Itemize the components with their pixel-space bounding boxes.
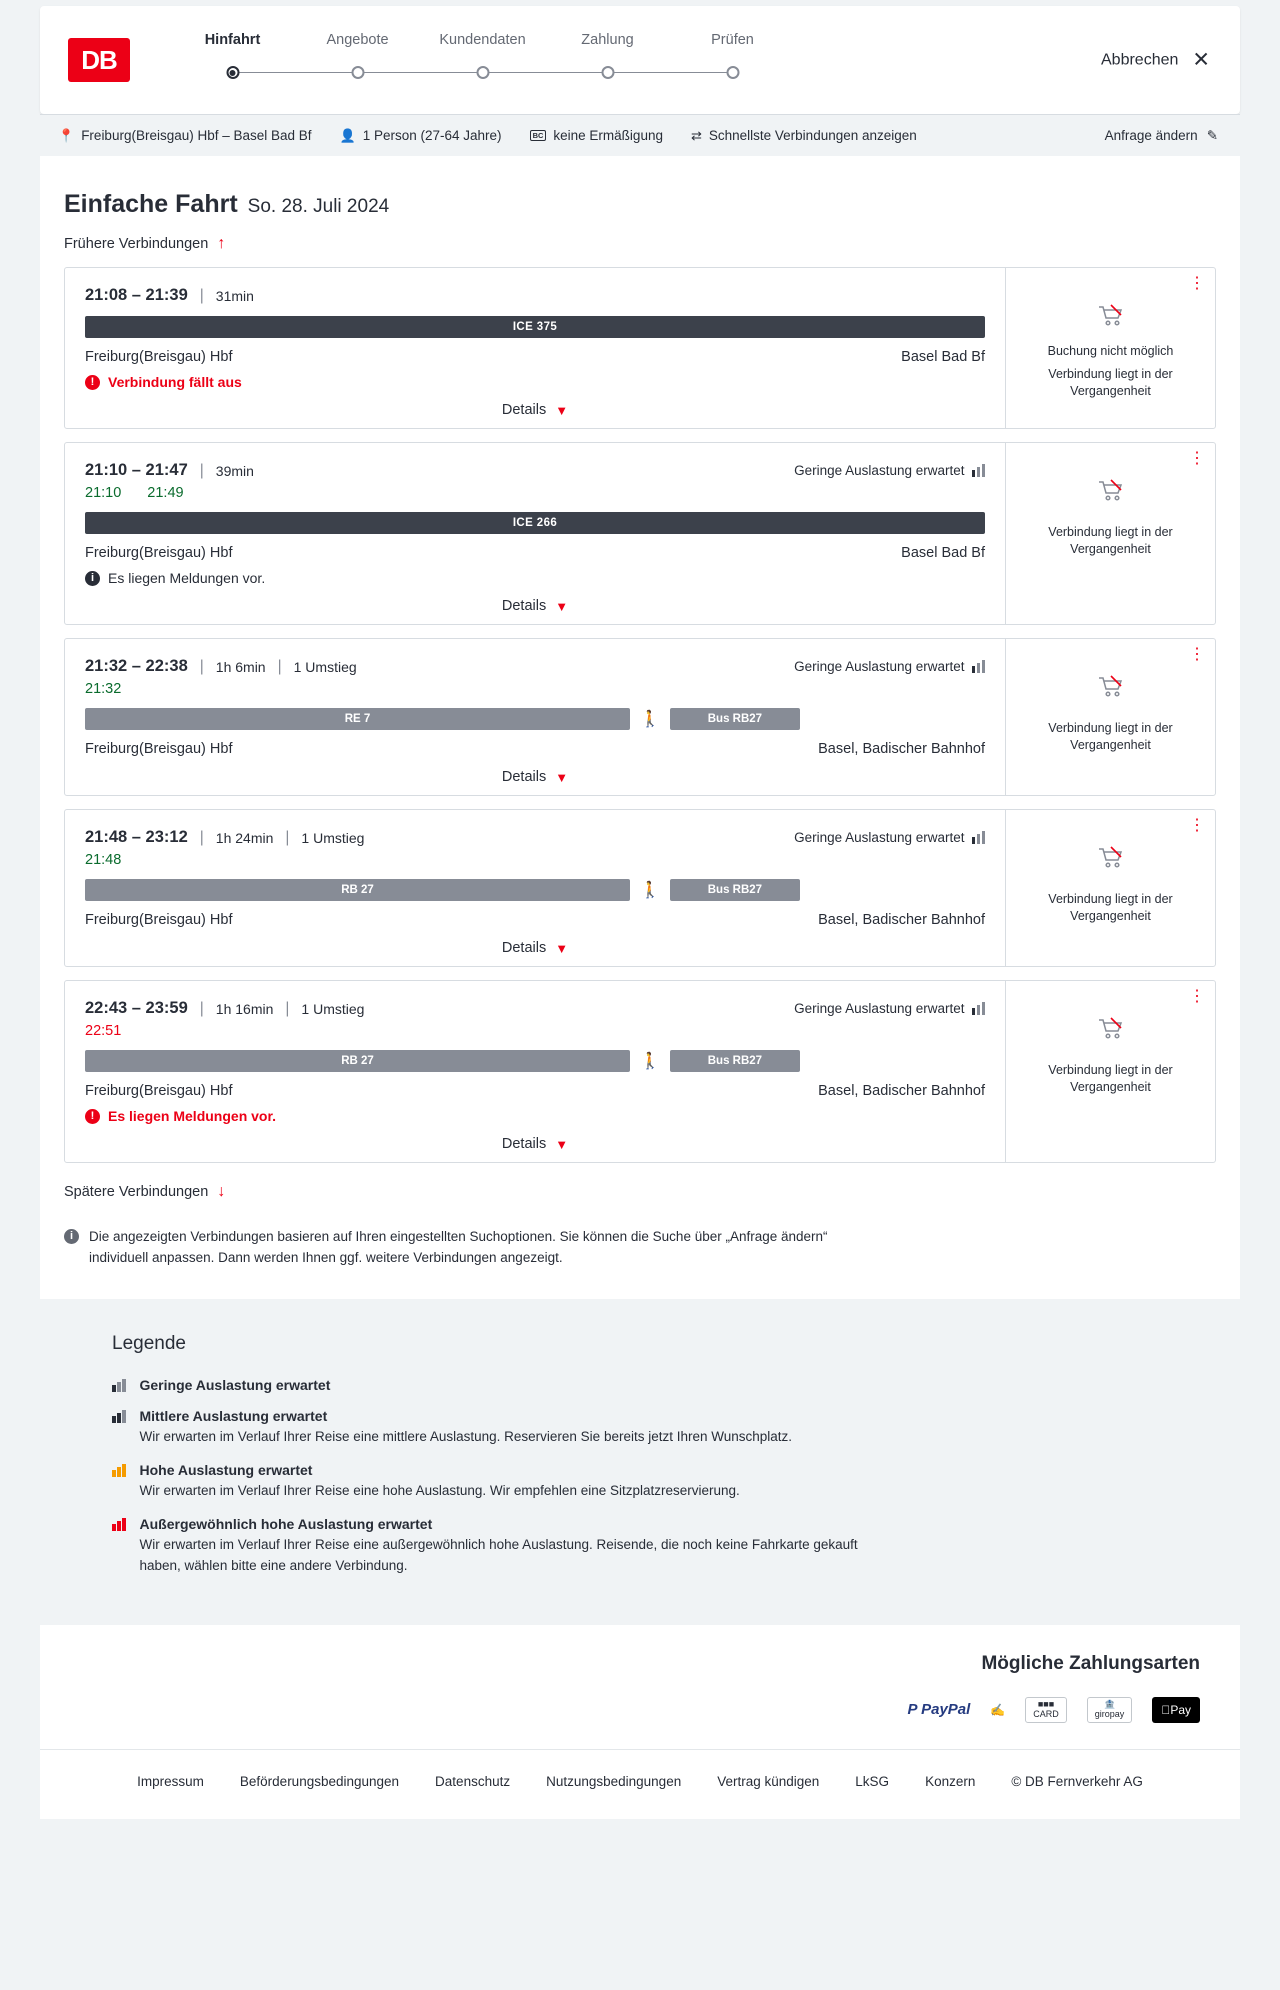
step-hinfahrt[interactable] — [170, 32, 295, 88]
departure-arrival-time: 21:10 – 21:47 — [85, 461, 188, 479]
occupancy-label: Geringe Auslastung erwartet — [794, 463, 965, 478]
past-connection-note: Verbindung liegt in der Vergangenheit — [1048, 892, 1173, 923]
details-label: Details — [501, 402, 547, 418]
destination-station: Basel, Badischer Bahnhof — [818, 741, 985, 757]
transfers-label: 1 Umstieg — [301, 829, 365, 846]
db-logo[interactable]: DB — [68, 38, 130, 82]
destination-station: Basel Bad Bf — [901, 349, 985, 365]
departure-arrival-time: 21:32 – 22:38 — [85, 657, 188, 675]
connection-header-row: 21:48 – 23:12 | 1h 24min | 1 Umstieg Geringe Auslastung erwartet — [85, 828, 985, 847]
legend-item-title: Außergewöhnlich hohe Auslastung erwartet — [139, 1516, 433, 1533]
credit-card-icon: ■■■ CARD — [1025, 1697, 1067, 1723]
realtime-times — [85, 1023, 985, 1039]
leg-row — [85, 879, 985, 901]
occupancy-info — [794, 1001, 985, 1016]
step-label: Zahlung — [581, 32, 634, 48]
connection-card[interactable] — [64, 980, 1216, 1163]
step-label: Kundendaten — [439, 32, 526, 48]
more-options-icon[interactable]: ⋮ — [1189, 275, 1205, 292]
cancel-label: Abbrechen — [1101, 51, 1179, 68]
query-passengers[interactable] — [340, 128, 502, 144]
page-title-text: Einfache Fahrt — [64, 190, 238, 218]
payment-methods-section — [40, 1625, 1240, 1749]
connection-main — [65, 443, 1005, 624]
legend-item-title: Mittlere Auslastung erwartet — [139, 1407, 328, 1424]
departure-arrival-time: 21:08 – 21:39 — [85, 286, 188, 304]
query-option[interactable] — [691, 128, 917, 144]
info-icon: i — [64, 1229, 79, 1244]
legend-list — [112, 1377, 1168, 1576]
info-icon: i — [85, 571, 100, 586]
later-connections-label: Spätere Verbindungen — [64, 1184, 209, 1200]
destination-station: Basel, Badischer Bahnhof — [818, 1083, 985, 1099]
connection-header-row: 22:43 – 23:59 | 1h 16min | 1 Umstieg Geringe Auslastung erwartet — [85, 999, 985, 1018]
occupancy-info — [794, 659, 985, 674]
chevron-down-icon: ▼ — [555, 402, 569, 418]
earlier-connections-label: Frühere Verbindungen — [64, 236, 209, 252]
legend-title: Legende — [112, 1332, 186, 1354]
app-header — [40, 6, 1240, 114]
cart-disabled-icon — [1098, 479, 1124, 508]
connection-alert-text: Es liegen Meldungen vor. — [108, 570, 266, 586]
occupancy-icon — [972, 660, 986, 673]
direct-debit-icon: ✍ — [990, 1702, 1006, 1717]
more-options-icon[interactable]: ⋮ — [1189, 450, 1205, 467]
realtime-time: 21:48 — [85, 852, 122, 868]
footer-link-vertrag-kuendigen[interactable]: Vertrag kündigen — [717, 1773, 820, 1789]
page-footer — [40, 1749, 1240, 1819]
more-options-icon[interactable]: ⋮ — [1189, 817, 1205, 834]
details-toggle[interactable] — [85, 1136, 985, 1152]
past-connection-note: Verbindung liegt in der Vergangenheit — [1048, 366, 1173, 398]
legend-item-title: Geringe Auslastung erwartet — [139, 1376, 331, 1393]
pencil-icon[interactable]: ✎ — [1206, 127, 1218, 143]
location-pin-icon: 📍 — [58, 127, 75, 143]
duration-label: 31min — [215, 287, 254, 304]
occupancy-icon — [112, 1518, 126, 1531]
occupancy-icon — [112, 1464, 126, 1477]
occupancy-icon — [112, 1379, 126, 1392]
origin-station: Freiburg(Breisgau) Hbf — [85, 545, 233, 561]
connection-main — [65, 268, 1005, 428]
chevron-down-icon: ▼ — [555, 1136, 569, 1152]
connection-side-panel — [1005, 268, 1215, 428]
occupancy-label: Geringe Auslastung erwartet — [794, 659, 965, 674]
query-discount-label: keine Ermäßigung — [553, 128, 663, 143]
step-label: Prüfen — [711, 32, 754, 48]
train-line-badge: ICE 266 — [85, 512, 985, 534]
chevron-down-icon: ▼ — [555, 940, 569, 956]
origin-station: Freiburg(Breisgau) Hbf — [85, 741, 233, 757]
step-zahlung[interactable] — [545, 32, 670, 88]
station-row — [85, 545, 985, 561]
booking-stepper — [170, 32, 795, 88]
occupancy-icon — [972, 1002, 986, 1015]
footer-link-lksg[interactable]: LkSG — [855, 1773, 890, 1789]
page-title-date: So. 28. Juli 2024 — [247, 196, 390, 217]
page-root — [0, 6, 1280, 1819]
walk-icon: 🚶 — [640, 1053, 660, 1070]
transfers-label: 1 Umstieg — [293, 658, 357, 675]
step-kundendaten[interactable] — [420, 32, 545, 88]
close-icon[interactable]: ✕ — [1192, 48, 1210, 72]
train-line-badge: ICE 375 — [85, 316, 985, 338]
occupancy-label: Geringe Auslastung erwartet — [794, 830, 965, 845]
more-options-icon[interactable]: ⋮ — [1189, 646, 1205, 663]
connection-main — [65, 810, 1005, 966]
legend-item-desc: Wir erwarten im Verlauf Ihrer Reise eine mittlere Auslastung. Reservieren Sie bereits jetzt Ihren Wunschplatz. — [139, 1428, 793, 1444]
details-label: Details — [501, 769, 547, 785]
connection-alert — [85, 570, 985, 586]
sort-icon: ⇄ — [690, 127, 702, 143]
person-icon: 👤 — [339, 127, 356, 143]
query-option-label: Schnellste Verbindungen anzeigen — [708, 128, 917, 143]
legend-item-title: Hohe Auslastung erwartet — [139, 1462, 313, 1479]
occupancy-label: Geringe Auslastung erwartet — [794, 1001, 965, 1016]
payment-methods-title: Mögliche Zahlungsarten — [981, 1652, 1200, 1674]
bahncard-icon: BC — [530, 130, 547, 142]
footer-link-nutzungsbedingungen[interactable]: Nutzungsbedingungen — [546, 1773, 682, 1789]
step-marker — [295, 62, 420, 88]
step-marker — [420, 62, 545, 88]
realtime-time: 21:32 — [85, 681, 122, 697]
chevron-down-icon: ▼ — [555, 769, 569, 785]
legend-item — [112, 1516, 1168, 1576]
step-label: Hinfahrt — [204, 32, 261, 48]
footer-link-impressum[interactable]: Impressum — [137, 1773, 204, 1789]
details-label: Details — [501, 598, 547, 614]
station-row — [85, 349, 985, 365]
earlier-connections-button[interactable] — [64, 235, 1216, 253]
connection-side-panel — [1005, 443, 1215, 624]
bus-line-badge: Bus RB27 — [670, 1050, 800, 1072]
change-query-button[interactable] — [1105, 128, 1218, 144]
duration-label: 1h 6min — [215, 658, 266, 675]
page-title — [64, 190, 1216, 219]
past-connection-note: Verbindung liegt in der Vergangenheit — [1048, 525, 1173, 556]
footer-copyright: © DB Fernverkehr AG — [1011, 1773, 1143, 1789]
connection-card[interactable] — [64, 638, 1216, 796]
details-toggle[interactable] — [85, 402, 985, 418]
arrow-up-icon: ↑ — [217, 235, 226, 252]
connection-header-row: 21:10 – 21:47 | 39min Geringe Auslastung erwartet — [85, 461, 985, 480]
legend-item — [112, 1408, 1168, 1447]
occupancy-info — [794, 830, 985, 845]
connection-card[interactable] — [64, 442, 1216, 625]
destination-station: Basel Bad Bf — [901, 545, 985, 561]
duration-label: 1h 24min — [215, 829, 274, 846]
leg-row — [85, 1050, 985, 1072]
connection-side-panel — [1005, 810, 1215, 966]
booking-status-note: Buchung nicht möglich — [1047, 344, 1174, 358]
cancel-button[interactable] — [1101, 50, 1210, 71]
query-summary-bar — [40, 114, 1240, 156]
legend-item-desc: Wir erwarten im Verlauf Ihrer Reise eine außergewöhnlich hohe Auslastung. Reisende, die noch keine Fahrkarte gekauft haben, wählen bitte eine andere Verbindung. — [139, 1537, 858, 1573]
station-row — [85, 1083, 985, 1099]
transfers-label: 1 Umstieg — [301, 1000, 365, 1017]
connection-header-row: 21:32 – 22:38 | 1h 6min | 1 Umstieg Geringe Auslastung erwartet — [85, 657, 985, 676]
change-query-label: Anfrage ändern — [1104, 128, 1198, 143]
apple-pay-icon: Pay — [1152, 1697, 1200, 1723]
details-label: Details — [501, 1136, 547, 1152]
arrow-down-icon: ↓ — [217, 1183, 226, 1200]
occupancy-icon — [112, 1410, 126, 1423]
chevron-down-icon: ▼ — [555, 598, 569, 614]
query-route[interactable] — [58, 128, 312, 144]
connection-list — [64, 267, 1216, 1163]
connection-side-panel — [1005, 981, 1215, 1162]
connection-card[interactable] — [64, 267, 1216, 429]
origin-station: Freiburg(Breisgau) Hbf — [85, 349, 233, 365]
step-angebote[interactable] — [295, 32, 420, 88]
step-label: Angebote — [326, 32, 389, 48]
occupancy-icon — [972, 831, 986, 844]
realtime-times — [85, 852, 985, 868]
details-label: Details — [501, 940, 547, 956]
search-info-text: Die angezeigten Verbindungen basieren auf Ihren eingestellten Suchoptionen. Sie können die Suche über „Anfrage ändern“ individuell anpassen. Dann werden Ihnen ggf. weitere Verbindungen angezeigt. — [89, 1229, 828, 1265]
footer-link-datenschutz[interactable]: Datenschutz — [435, 1773, 511, 1789]
paypal-icon: P PayPal — [907, 1701, 971, 1719]
cart-disabled-icon — [1098, 304, 1124, 333]
giropay-icon: 🏦 giropay — [1087, 1697, 1133, 1723]
details-toggle[interactable] — [85, 940, 985, 956]
query-discount[interactable] — [530, 128, 663, 143]
connection-header-row: 21:08 – 21:39 | 31min — [85, 286, 254, 304]
cart-disabled-icon — [1098, 846, 1124, 875]
results-section — [40, 156, 1240, 1299]
walk-icon: 🚶 — [640, 711, 660, 728]
alert-icon: ! — [85, 1109, 100, 1124]
connection-main — [65, 981, 1005, 1162]
duration-label: 39min — [215, 462, 254, 479]
payment-icons-row — [80, 1697, 1200, 1723]
realtime-times — [85, 485, 985, 501]
occupancy-info — [794, 463, 985, 478]
cart-disabled-icon — [1098, 1017, 1124, 1046]
walk-icon: 🚶 — [640, 882, 660, 899]
query-route-label: Freiburg(Breisgau) Hbf – Basel Bad Bf — [81, 128, 312, 143]
past-connection-note: Verbindung liegt in der Vergangenheit — [1048, 1063, 1173, 1094]
connection-alert-text: Verbindung fällt aus — [108, 374, 242, 390]
realtime-times — [85, 681, 985, 697]
legend-item — [112, 1462, 1168, 1501]
realtime-time: 21:49 — [147, 485, 184, 501]
connection-side-panel — [1005, 639, 1215, 795]
past-connection-note: Verbindung liegt in der Vergangenheit — [1048, 721, 1173, 752]
details-toggle[interactable] — [85, 769, 985, 785]
step-pruefen[interactable] — [670, 32, 795, 88]
step-marker — [170, 62, 295, 88]
destination-station: Basel, Badischer Bahnhof — [818, 912, 985, 928]
station-row — [85, 741, 985, 757]
duration-label: 1h 16min — [215, 1000, 274, 1017]
connection-alert — [85, 1108, 985, 1124]
origin-station: Freiburg(Breisgau) Hbf — [85, 912, 233, 928]
realtime-time: 21:10 — [85, 485, 122, 501]
connection-alert-text: Es liegen Meldungen vor. — [108, 1108, 277, 1124]
departure-arrival-time: 21:48 – 23:12 — [85, 828, 188, 846]
origin-station: Freiburg(Breisgau) Hbf — [85, 1083, 233, 1099]
departure-arrival-time: 22:43 – 23:59 — [85, 999, 188, 1017]
step-marker — [670, 62, 795, 88]
station-row — [85, 912, 985, 928]
occupancy-icon — [972, 464, 986, 477]
query-passengers-label: 1 Person (27-64 Jahre) — [362, 128, 502, 143]
footer-link-konzern[interactable]: Konzern — [925, 1773, 976, 1789]
more-options-icon[interactable]: ⋮ — [1189, 988, 1205, 1005]
footer-link-befoerderungsbedingungen[interactable]: Beförderungsbedingungen — [239, 1773, 400, 1789]
step-marker — [545, 62, 670, 88]
later-connections-button[interactable] — [64, 1183, 1216, 1201]
legend-item — [112, 1377, 1168, 1393]
details-toggle[interactable] — [85, 598, 985, 614]
train-line-badge: RB 27 — [85, 879, 630, 901]
alert-icon: ! — [85, 375, 100, 390]
bus-line-badge: Bus RB27 — [670, 879, 800, 901]
realtime-time: 22:51 — [85, 1023, 122, 1039]
connection-card[interactable] — [64, 809, 1216, 967]
search-info-note — [64, 1227, 844, 1269]
legend-item-desc: Wir erwarten im Verlauf Ihrer Reise eine hohe Auslastung. Wir empfehlen eine Sitzplatzreservierung. — [139, 1483, 740, 1499]
connection-main — [65, 639, 1005, 795]
connection-alert — [85, 374, 985, 390]
train-line-badge: RE 7 — [85, 708, 630, 730]
leg-row — [85, 708, 985, 730]
legend-section — [40, 1299, 1240, 1625]
cart-disabled-icon — [1098, 675, 1124, 704]
train-line-badge: RB 27 — [85, 1050, 630, 1072]
bus-line-badge: Bus RB27 — [670, 708, 800, 730]
